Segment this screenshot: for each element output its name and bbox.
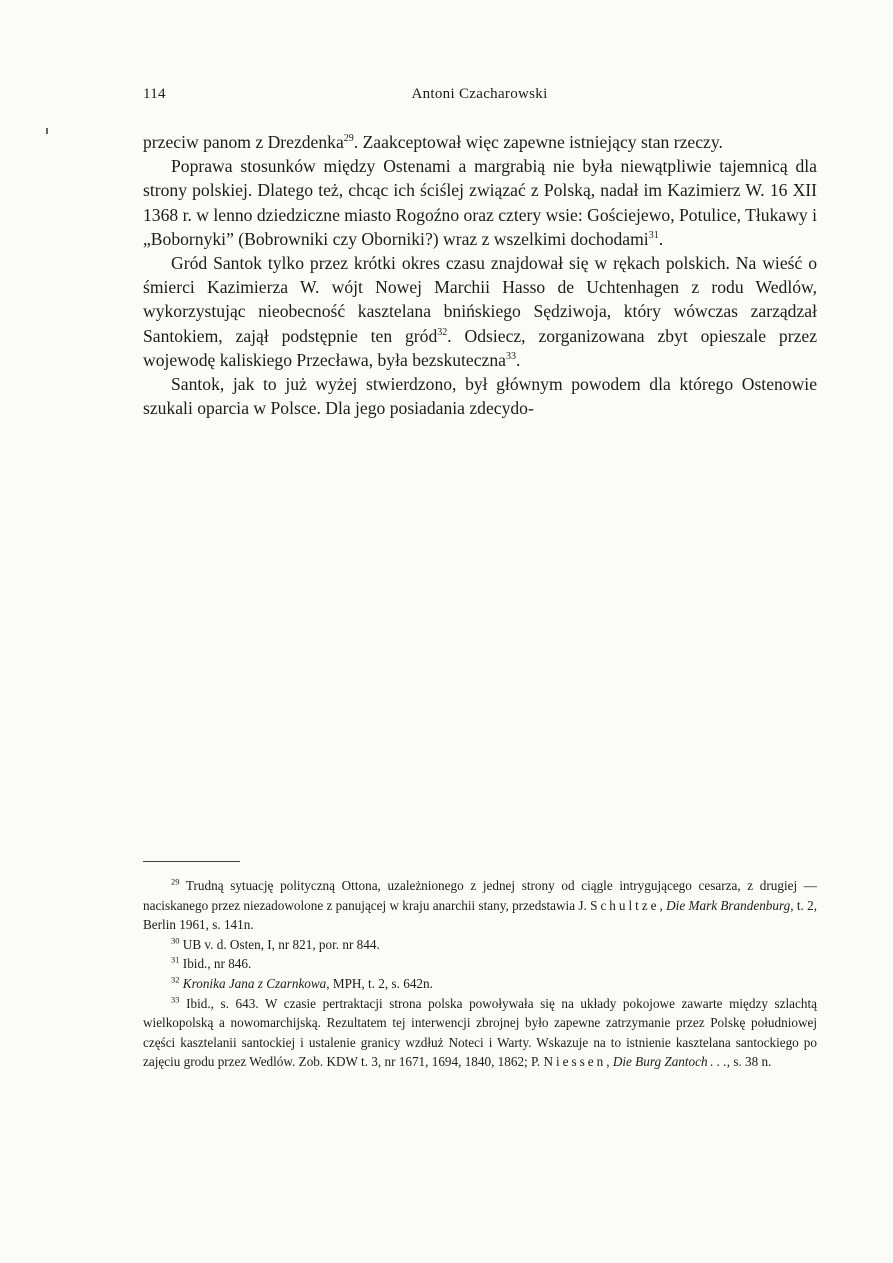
running-head-author: Antoni Czacharowski [411, 86, 548, 102]
footnote-ref-32[interactable]: 32 [437, 326, 448, 338]
page-number: 114 [143, 86, 166, 102]
footnotes [143, 876, 817, 1072]
footnote-separator [143, 861, 240, 862]
paragraph-3: Gród Santok tylko przez krótki okres czasu znajdował się w rękach polskich. Na wieść o śmierci Kazimierza W. wójt Nowej Marchii Hasso de Uchtenhagen z rodu Wedlów, wykorzystując nieobecność kasztelana bnińskiego Sędziwoja, który wówczas zarządzał Santokiem, zajął podstępnie ten gród$^{32}$. Odsiecz, zorganizowana zbyt opieszale przez wojewodę kaliskiego Przecława, była bezskuteczna$^{33}$. [143, 253, 818, 370]
paragraph-4: Santok, jak to już wyżej stwierdzono, był głównym powodem dla którego Ostenowie szukali oparcia w Polsce. Dla jego posiadania zdecydo- [143, 374, 817, 419]
footnote-33: $^{33}$ Ibid., s. 643. W czasie pertraktacji strona polska powoływała się na układy pokojowe zawarte między szlachtą wielkopolską a nowomarchijską. Rezultatem tej interwencji zbrojnej było zapewne zatrzymanie przez Polskę południowej części kasztelanii santockiej i ustalenie granicy wzdłuż Noteci i Warty. Wskazuje na to istnienie kasztelana santockiego po zajęciu grodu przez Wedlów. Zob. KDW t. 3, nr 1671, 1694, 1840, 1862; P. Niessen, Die Burg Zantoch . . ., s. 38 n. [143, 994, 817, 1070]
main-text [143, 130, 817, 420]
paragraph-2: Poprawa stosunków między Ostenami a margrabią nie była niewątpliwie tajemnicą dla strony polskiej. Dlatego też, chcąc ich ściślej związać z Polską, nadał im Kazimierz W. 16 XII 1368 r. w lenno dziedziczne miasto Rogoźno oraz cztery wsie: Gościejewo, Potulice, Tłukawy i „Bobornyki” (Bobrowniki czy Oborniki?) wraz z wszelkimi dochodami$^{31}$. [143, 156, 817, 249]
footnote-29: $^{29}$ Trudną sytuację polityczną Ottona, uzależnionego z jednej strony od ciągle intrygującego cesarza, z drugiej — naciskanego przez niezadowolone z panującej w kraju anarchii stany, przedstawia J. Schultze, Die Mark Brandenburg, t. 2, Berlin 1961, s. 141n. [143, 876, 817, 933]
paragraph-1: przeciw panom z Drezdenka$^{29}$. Zaakceptował więc zapewne istniejący stan rzeczy. [143, 132, 723, 152]
footnote-ref-33[interactable]: 33 [505, 350, 516, 362]
footnote-31: $^{31}$ Ibid., nr 846. [171, 954, 252, 972]
footnote-30: $^{30}$ UB v. d. Osten, I, nr 821, por. nr 844. [171, 935, 380, 952]
footnote-ref-29[interactable]: 29 [343, 133, 354, 145]
scan-speck [46, 128, 48, 134]
footnote-32: $^{32}$ Kronika Jana z Czarnkowa, MPH, t. 2, s. 642n. [171, 974, 433, 991]
footnote-ref-30[interactable]: 31 [648, 229, 659, 241]
